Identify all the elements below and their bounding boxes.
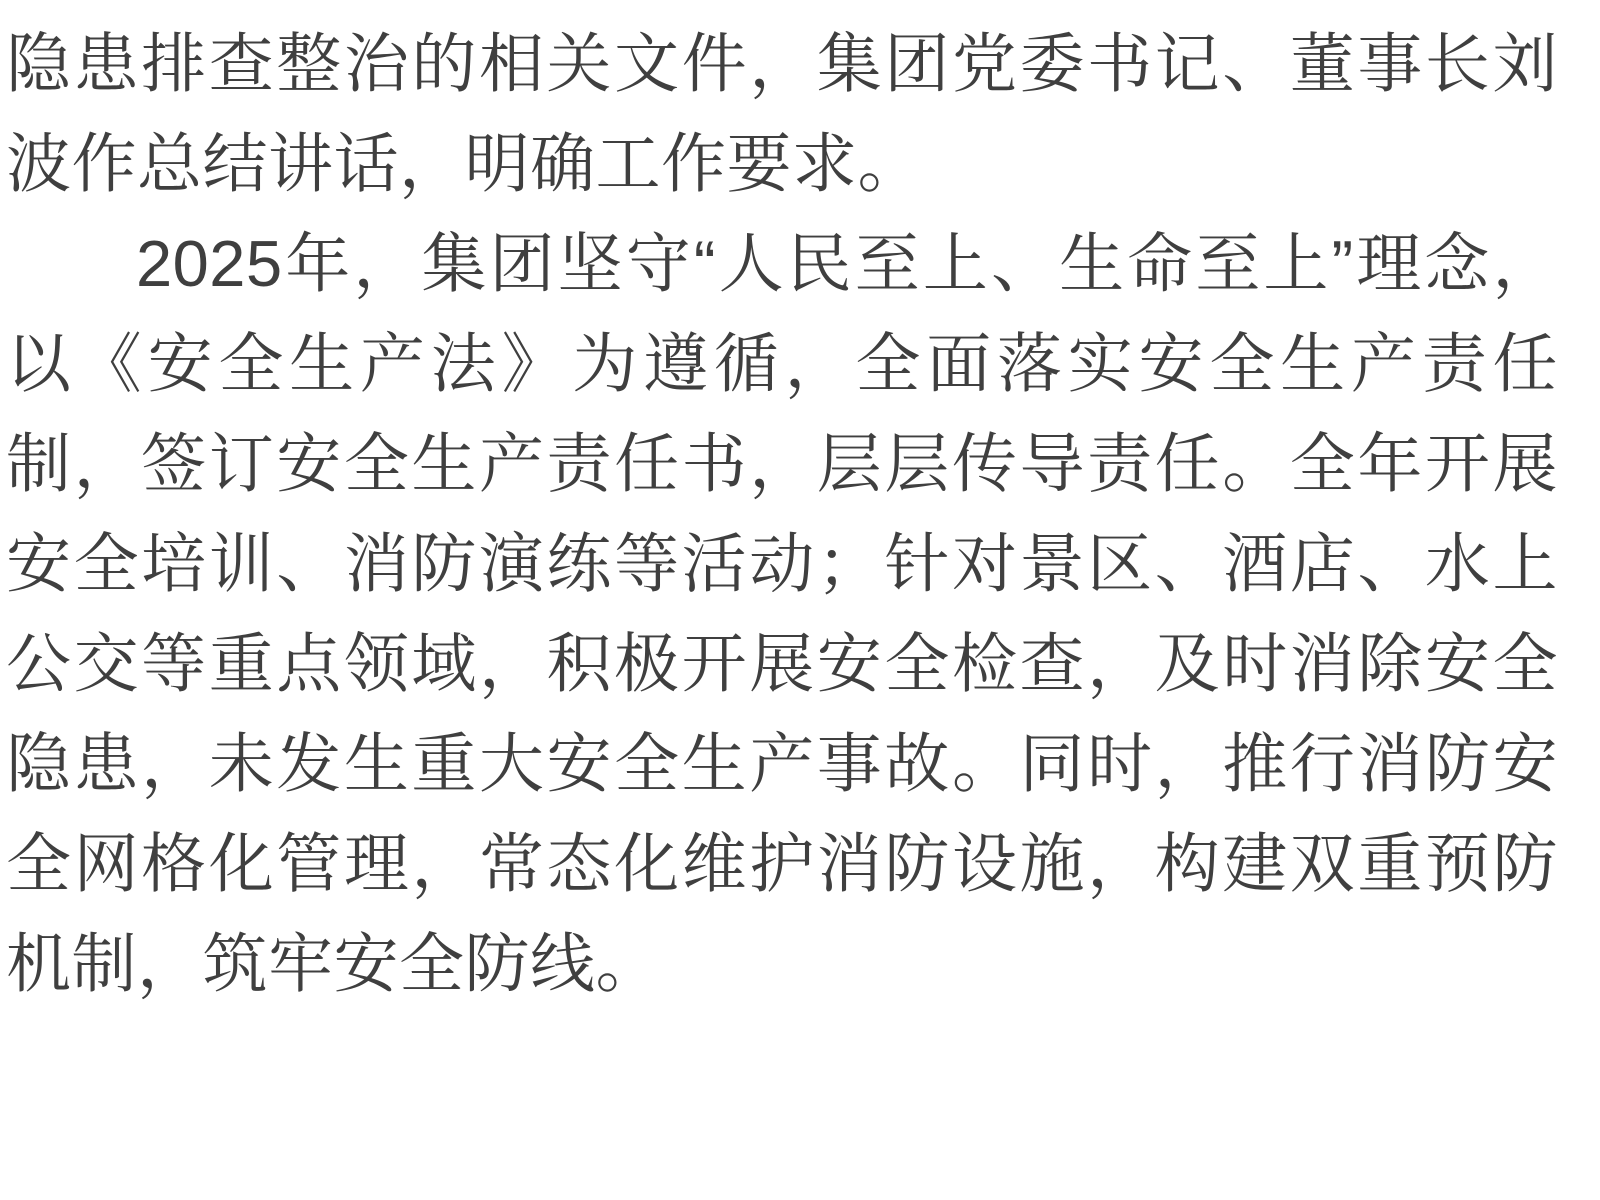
document-text-body [6, 14, 1558, 1014]
paragraph-2025-summary: 2025年，集团坚守“人民至上、生命至上”理念，以《安全生产法》为遵循，全面落实安全生产责任制，签订安全生产责任书，层层传导责任。全年开展安全培训、消防演练等活动；针对景区、酒店、水上公交等重点领域，积极开展安全检查，及时消除安全隐患，未发生重大安全生产事故。同时，推行消防安全网格化管理，常态化维护消防设施，构建双重预防机制，筑牢安全防线。 [6, 227, 1558, 1000]
paragraph-continuation: 隐患排查整治的相关文件，集团党委书记、董事长刘波作总结讲话，明确工作要求。 [6, 27, 1558, 200]
